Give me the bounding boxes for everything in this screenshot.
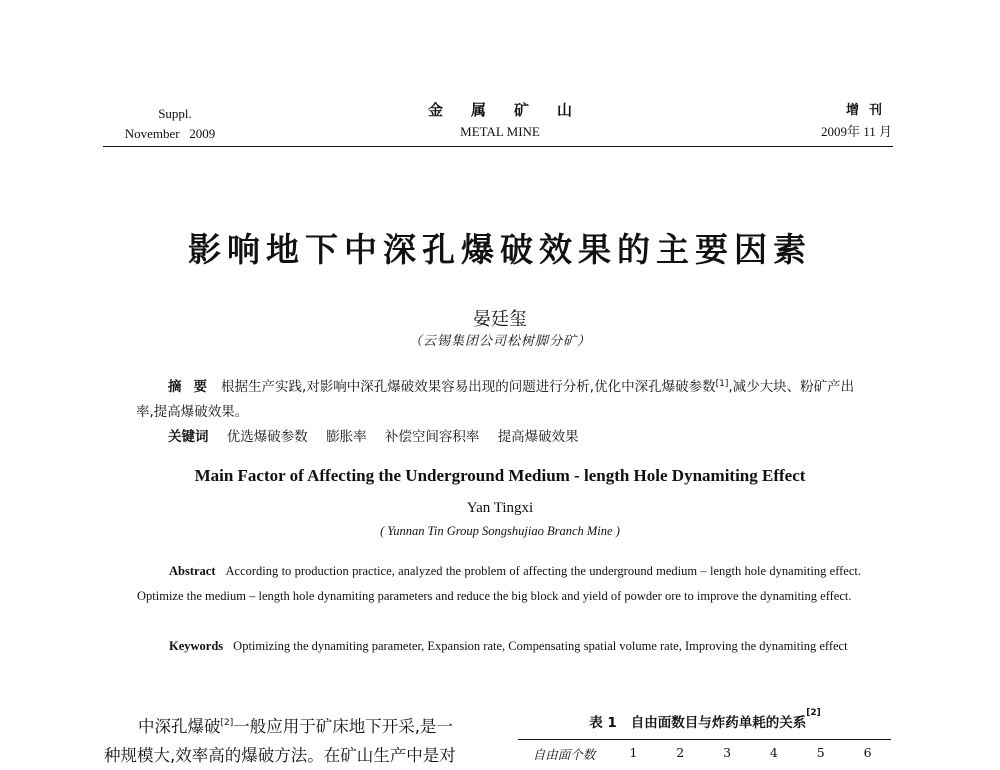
keywords-en [137,634,861,659]
abstract-cn-text-1: 根据生产实践,对影响中深孔爆破效果容易出现的问题进行分析,优化中深孔爆破参数 [221,379,716,395]
body-text: 中深孔爆破 [138,717,221,736]
body-text: 一般应用于矿床地下开采,是一 [233,717,453,736]
table-header-row [518,745,891,763]
keyword-cn: 补偿空间容积率 [384,429,480,445]
table-number: 表 1 [589,715,617,731]
table-row-header: 自由面个数 [532,747,596,762]
header-left [100,104,240,144]
journal-name-en: METAL MINE [460,124,540,139]
body-paragraph [104,712,490,741]
table-cell: 4 [769,745,778,760]
article-title-cn: 影响地下中深孔爆破效果的主要因素 [188,230,812,269]
abstract-en-label: Abstract [169,564,216,578]
keyword-cn: 提高爆破效果 [497,429,579,445]
table-cell: 5 [816,745,825,760]
header-center [380,100,620,142]
abstract-en-text: According to production practice, analyzed the problem of affecting the underground medium – length hole dynamiting effect. Optimize the medium – length hole dynamiting parameters and reduce the big block and yield of powder ore to improve the dynamiting effect. [137,564,861,603]
keywords-cn [168,425,868,445]
table-caption [520,708,890,731]
journal-name-cn: 金属矿山 [427,101,600,119]
abstract-en [137,559,861,609]
abstract-cn [136,375,861,425]
affiliation-cn: （云锡集团公司松树脚分矿） [408,334,591,349]
table-top-rule [518,739,891,740]
citation-ref[interactable]: [2] [220,718,234,728]
article-title-en: Main Factor of Affecting the Underground Medium - length Hole Dynamiting Effect [194,466,806,485]
body-text-column [104,712,490,770]
abstract-cn-label: 摘要 [168,379,219,395]
supplement-label-cn: 增刊 [845,103,892,118]
keywords-cn-label: 关键词 [168,429,209,445]
table-cell: 6 [863,745,872,760]
table-cell: 1 [629,745,638,760]
supplement-label: Suppl. [158,106,192,121]
author-en: Yan Tingxi [466,500,534,516]
keywords-en-label: Keywords [169,639,224,653]
abstract-cn-text-2: ,减少大块、粉矿产出率,提高爆破效果。 [136,379,855,420]
body-line: 种规模大,效率高的爆破方法。在矿山生产中是对 [104,746,456,765]
keywords-en-text: Optimizing the dynamiting parameter, Expansion rate, Compensating spatial volume rate, Improving the dynamiting effect [233,639,848,653]
citation-ref[interactable]: [1] [715,379,729,389]
affiliation-en: ( Yunnan Tin Group Songshujiao Branch Mine ) [380,524,620,538]
keyword-cn: 膨胀率 [326,429,367,445]
keyword-cn: 优选爆破参数 [226,429,308,445]
issue-date-cn: 2009年 11 月 [820,124,892,139]
table-title: 自由面数目与炸药单耗的关系 [630,715,807,731]
author-cn: 晏廷玺 [473,309,527,330]
table-cell: 3 [723,745,732,760]
table-cell: 2 [676,745,685,760]
issue-date-en: November 2009 [124,126,216,141]
header-rule [103,146,893,147]
header-right [760,100,892,142]
citation-ref[interactable]: [2] [806,708,821,718]
